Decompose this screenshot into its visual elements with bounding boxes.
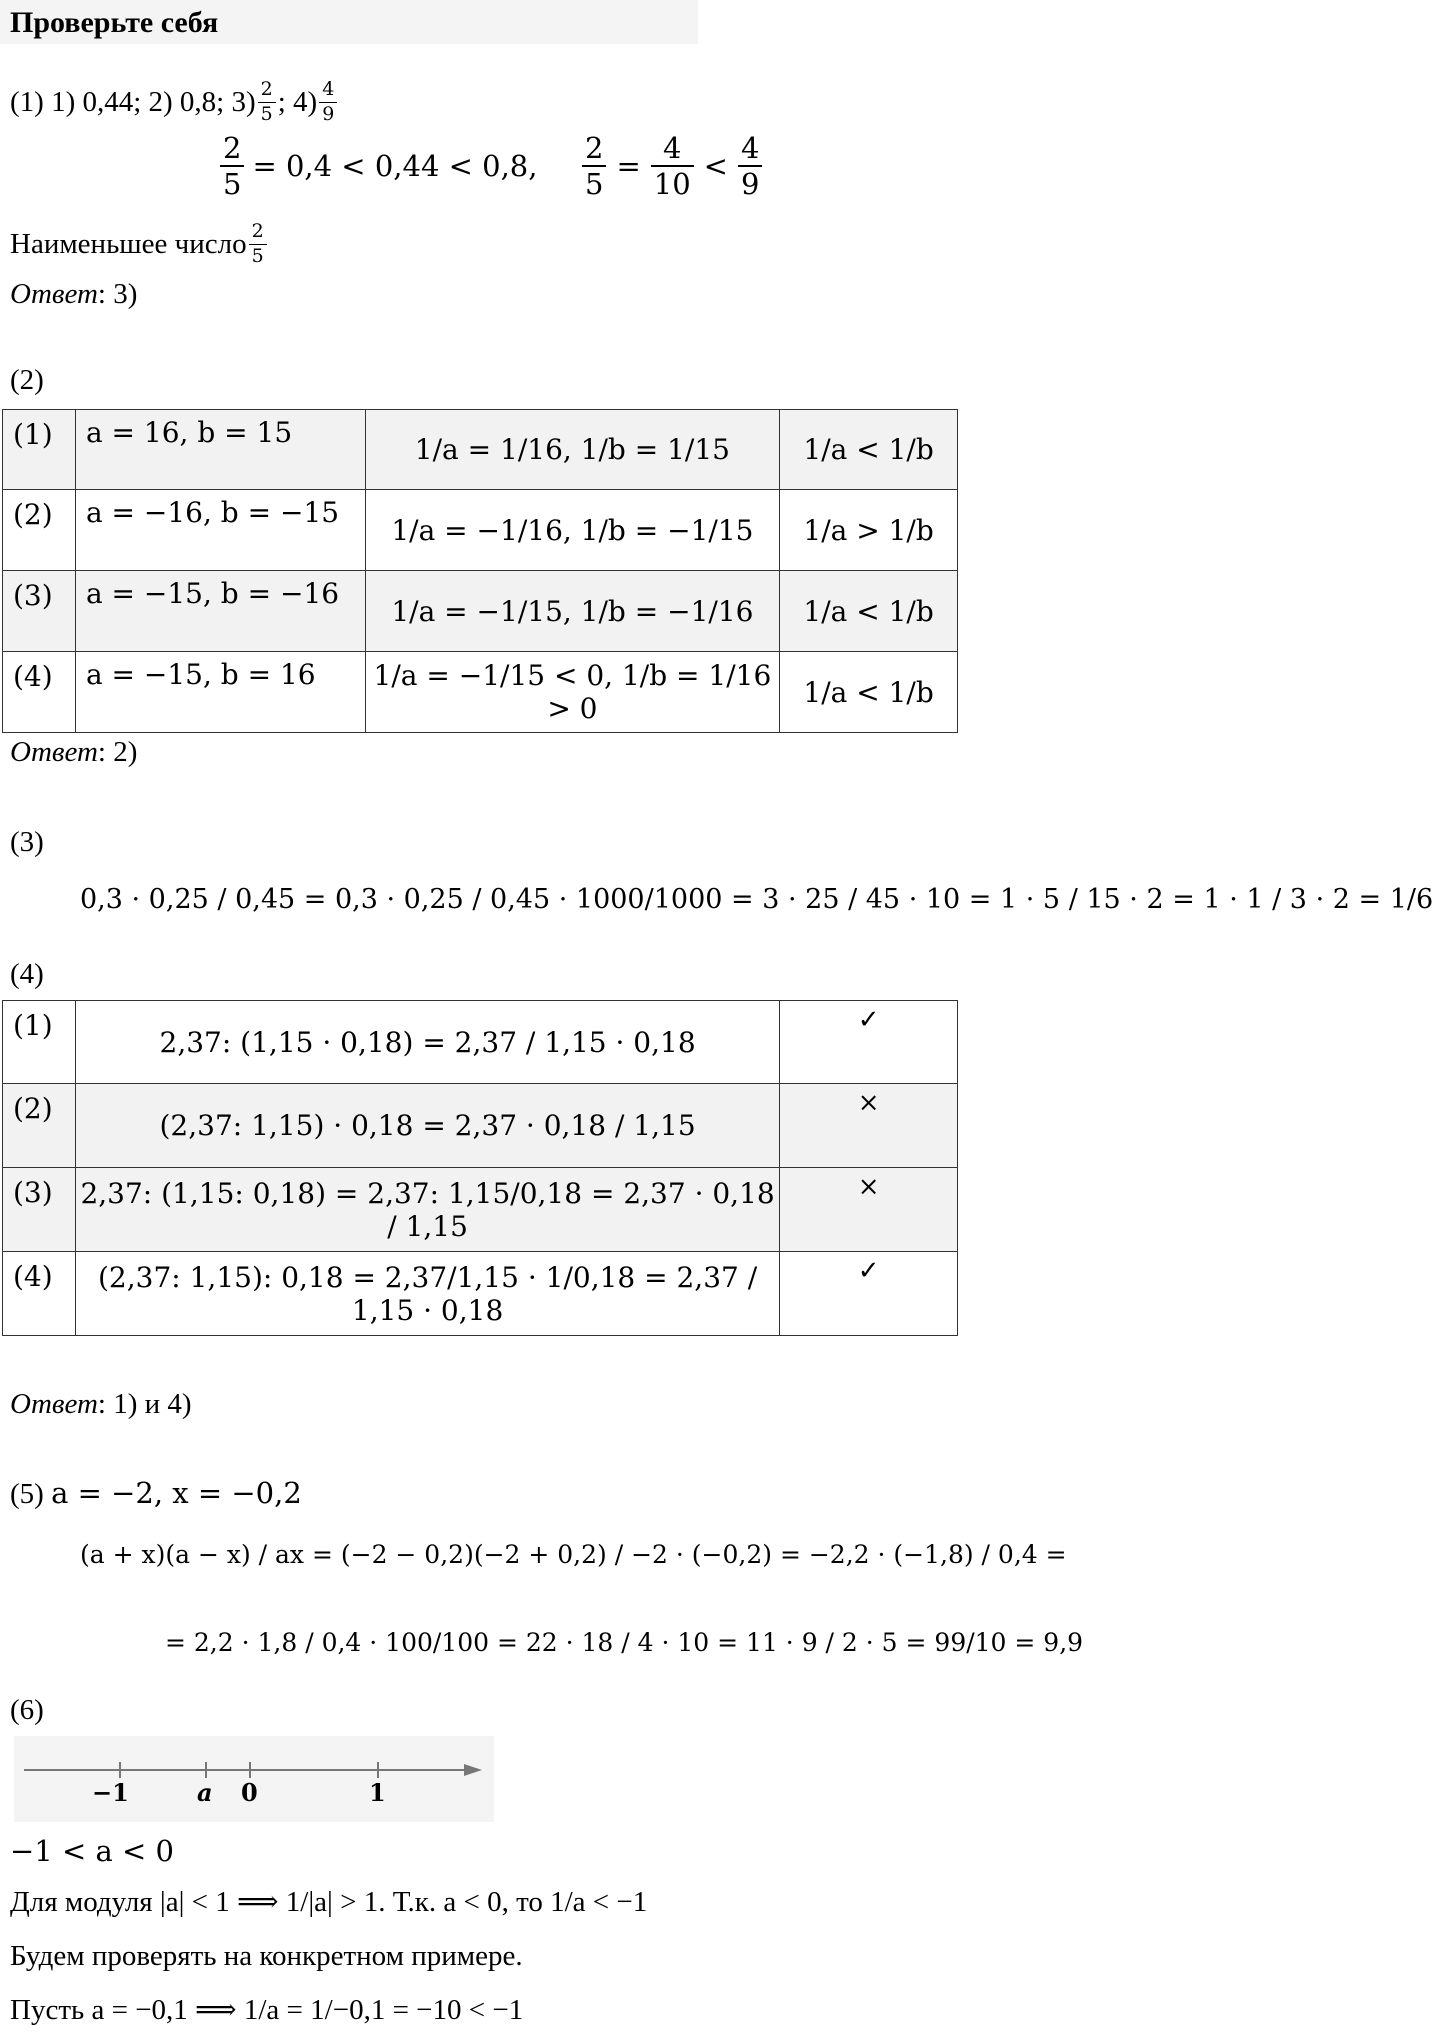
check-mark-icon: ✓: [780, 1252, 958, 1336]
row-condition: a = −15, b = 16: [75, 652, 365, 733]
answer-word: Ответ: [10, 736, 98, 768]
q3-label: (3): [10, 826, 44, 858]
equals-sign: =: [616, 149, 641, 184]
q1-fraction: $\frac{4}{10}$: [651, 133, 694, 200]
check-mark-icon: ✓: [780, 1001, 958, 1084]
row-expression: (2,37: 1,15): 0,18 = 2,37/1,15 · 1/0,18 = 2,37 / 1,15 · 0,18: [75, 1252, 779, 1336]
tick-label: a: [197, 1778, 213, 1807]
q1-fraction: $\frac{2}{5}$: [220, 133, 244, 200]
q1-fraction: $\frac{2}{5}$: [582, 133, 606, 200]
answer-value: : 1) и 4): [97, 1388, 192, 1420]
table-row: [3, 1001, 958, 1084]
row-result: 1/a < 1/b: [780, 652, 958, 733]
q1-smallest-fraction: $\frac{2}{5}$: [249, 222, 267, 267]
q1-opt3-fraction: $\frac{2}{5}$: [258, 80, 276, 125]
row-number: (2): [3, 1084, 76, 1168]
q5-label: (5): [10, 1478, 52, 1510]
row-number: (1): [3, 410, 76, 490]
row-number: (3): [3, 571, 76, 652]
q1-decimal-chain: = 0,4 < 0,44 < 0,8,: [252, 149, 538, 184]
tick-label: 1: [369, 1778, 386, 1807]
q2-answer: [10, 736, 137, 769]
section-title-bar: [0, 0, 698, 44]
row-calculation: 1/a = 1/16, 1/b = 1/15: [365, 410, 780, 490]
row-expression: 2,37: (1,15: 0,18) = 2,37: 1,15/0,18 = 2,37 · 0,18 / 1,15: [75, 1168, 779, 1252]
q5-header: [10, 1476, 302, 1511]
row-number: (4): [3, 652, 76, 733]
row-result: 1/a < 1/b: [780, 410, 958, 490]
table-row: [3, 1168, 958, 1252]
row-calculation: 1/a = −1/16, 1/b = −1/15: [365, 490, 780, 571]
q1-smallest-line: [10, 222, 269, 267]
row-calculation: 1/a = −1/15, 1/b = −1/16: [365, 571, 780, 652]
row-result: 1/a > 1/b: [780, 490, 958, 571]
q6-example-line: Пусть a = −0,1 ⟹ 1/a = 1/−0,1 = −10 < −1: [10, 1994, 524, 2026]
answer-value: : 2): [97, 736, 138, 768]
less-than-sign: <: [703, 149, 728, 184]
tick-label: 0: [241, 1778, 258, 1807]
row-expression: 2,37: (1,15 · 0,18) = 2,37 / 1,15 · 0,18: [75, 1001, 779, 1084]
row-expression: (2,37: 1,15) · 0,18 = 2,37 · 0,18 / 1,15: [75, 1084, 779, 1168]
q1-comparison-fraction: [580, 133, 764, 200]
row-number: (3): [3, 1168, 76, 1252]
q4-answer: [10, 1388, 192, 1421]
row-number: (4): [3, 1252, 76, 1336]
q1-fraction: $\frac{4}{9}$: [738, 133, 762, 200]
cross-mark-icon: ×: [780, 1168, 958, 1252]
q6-label: (6): [10, 1694, 44, 1726]
answer-word: Ответ: [10, 278, 98, 310]
answer-value: : 3): [97, 278, 138, 310]
row-calculation: 1/a = −1/15 < 0, 1/b = 1/16 > 0: [365, 652, 780, 733]
q2-label: (2): [10, 364, 44, 396]
q4-label: (4): [10, 958, 44, 990]
q5-given: a = −2, x = −0,2: [51, 1476, 302, 1510]
tick-label: −1: [92, 1778, 129, 1807]
q1-opt4-label: ; 4): [277, 85, 318, 118]
table-row: [3, 490, 958, 571]
table-row: [3, 1252, 958, 1336]
q4-table: [2, 1000, 958, 1336]
q5-line-2: = 2,2 · 1,8 / 0,4 · 100/100 = 22 · 18 / 4 · 10 = 11 · 9 / 2 · 5 = 99/10 = 9,9: [165, 1628, 1084, 1657]
q1-opt4-fraction: $\frac{4}{9}$: [319, 80, 337, 125]
row-condition: a = −16, b = −15: [75, 490, 365, 571]
row-result: 1/a < 1/b: [780, 571, 958, 652]
table-row: [3, 1084, 958, 1168]
row-condition: a = 16, b = 15: [75, 410, 365, 490]
arrow-head-icon: [464, 1764, 482, 1776]
section-title: Проверьте себя: [10, 6, 219, 39]
row-number: (1): [3, 1001, 76, 1084]
table-row: [3, 410, 958, 490]
answer-word: Ответ: [10, 1388, 98, 1420]
q6-modulus-line: Для модуля |a| < 1 ⟹ 1/|a| > 1. Т.к. a < 0, то 1/a < −1: [10, 1886, 648, 1918]
q6-check-line: Будем проверять на конкретном примере.: [10, 1940, 523, 1972]
q1-options: [10, 80, 339, 125]
q2-table: [2, 409, 958, 733]
q3-expression: 0,3 · 0,25 / 0,45 = 0,3 · 0,25 / 0,45 · 1000/1000 = 3 · 25 / 45 · 10 = 1 · 5 / 15 · 2 = 1 · 1 / 3 · 2 = 1/6: [80, 884, 1433, 915]
q6-inequality: −1 < a < 0: [10, 1834, 174, 1868]
table-row: [3, 571, 958, 652]
cross-mark-icon: ×: [780, 1084, 958, 1168]
row-condition: a = −15, b = −16: [75, 571, 365, 652]
q1-answer: [10, 278, 137, 311]
number-line-figure: [14, 1736, 494, 1822]
q5-line-1: (a + x)(a − x) / ax = (−2 − 0,2)(−2 + 0,2) / −2 · (−0,2) = −2,2 · (−1,8) / 0,4 =: [80, 1540, 1067, 1569]
table-row: [3, 652, 958, 733]
q1-label: (1) 1) 0,44; 2) 0,8; 3): [10, 85, 256, 118]
q1-comparison-decimal: [218, 133, 537, 200]
q1-smallest-text: Наименьшее число: [10, 227, 247, 260]
row-number: (2): [3, 490, 76, 571]
